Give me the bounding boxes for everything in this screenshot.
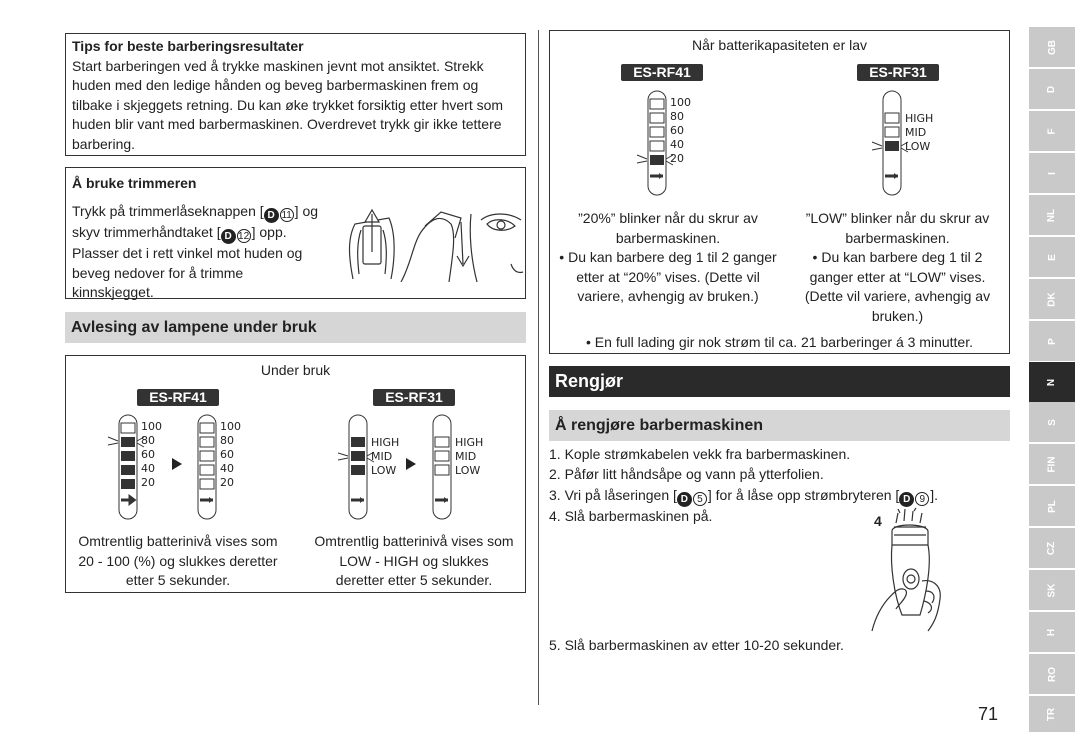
tab-sk[interactable]: SK	[1029, 570, 1075, 610]
level-label: LOW	[455, 464, 481, 477]
lamp-box-title: Under bruk	[260, 362, 331, 378]
shaver-illustration	[862, 505, 952, 633]
tab-dk[interactable]: DK	[1029, 279, 1075, 319]
gauge-rf41-result	[198, 415, 241, 519]
level-label: 80	[141, 434, 155, 447]
low-battery-title: Når batterikapasiteten er lav	[691, 37, 868, 53]
level-label: 100	[220, 420, 241, 433]
full-charge-note: • En full lading gir nok strøm til ca. 21 barberinger á 3 minutter.	[586, 334, 973, 350]
tab-cz[interactable]: CZ	[1029, 528, 1075, 568]
tab-f[interactable]: F	[1029, 111, 1075, 151]
level-label: 60	[670, 124, 684, 137]
ref-number: 5	[693, 492, 707, 506]
figure-label: 4	[874, 513, 882, 529]
tab-ro[interactable]: RO	[1029, 654, 1075, 694]
level-label: 40	[141, 462, 155, 475]
level-label: 60	[220, 448, 234, 461]
cleaning-subheading: Å rengjøre barbermaskinen	[549, 410, 1010, 441]
level-label: 80	[670, 110, 684, 123]
page-number: 71	[978, 704, 999, 724]
tab-h[interactable]: H	[1029, 612, 1075, 652]
low-battery-box	[549, 30, 1010, 354]
level-label: MID	[455, 450, 477, 463]
step-3: 3. Vri på låseringen [ D 5 ] for å låse opp strømbryteren [ D 9 ].	[549, 487, 939, 505]
low-text-rf41	[558, 209, 778, 307]
figure-d-icon: D	[264, 208, 279, 223]
tips-body: Start barberingen ved å trykke maskinen jevnt mot ansiktet. Strekk huden med den ledige hånden og beveg barbermaskinen frem og tilbake i skjeggets retning. Du kan øke trykket forsiktig etter hvert som huden blir vant med barbermaskinen. Overdrevet trykk gir ikke tettere barbering.	[72, 57, 504, 152]
tab-nl[interactable]: NL	[1029, 195, 1075, 235]
tab-p[interactable]: P	[1029, 321, 1075, 361]
caption-rf41: Omtrentlig batterinivå vises som 20 - 100 (%) og slukkes deretter etter 5 sekunder.	[78, 533, 278, 589]
tab-pl[interactable]: PL	[1029, 486, 1075, 526]
tab-i[interactable]: I	[1029, 153, 1075, 193]
active-tab-value	[0, 0, 1, 1]
model-label-rf31: ES-RF31	[373, 389, 455, 406]
level-label: LOW	[905, 140, 931, 153]
trimmer-box	[65, 167, 526, 299]
figure-d-icon: D	[899, 492, 914, 507]
level-label: HIGH	[371, 436, 400, 449]
level-label: HIGH	[455, 436, 484, 449]
level-label: HIGH	[905, 112, 934, 125]
step-5: 5. Slå barbermaskinen av etter 10-20 sekunder.	[549, 637, 844, 653]
gauge-rf31	[336, 413, 511, 523]
gauge-rf31-low	[870, 89, 955, 199]
tab-n[interactable]: N	[1029, 362, 1075, 402]
model-label-rf31: ES-RF31	[857, 64, 939, 81]
low-text-rf31-note: • Du kan barbere deg 1 til 2 ganger etter at “LOW” vises. (Dette vil variere, avhengig av bruken.)	[804, 249, 991, 324]
gauge-rf31-full	[338, 415, 399, 519]
tab-e[interactable]: E	[1029, 237, 1075, 277]
figure-d-icon: D	[221, 229, 236, 244]
level-label: 60	[141, 448, 155, 461]
column-divider	[538, 30, 539, 705]
tips-box	[65, 33, 526, 156]
tab-tr[interactable]: TR	[1029, 696, 1075, 732]
step-2: 2. Påfør litt håndsåpe og vann på ytterfolien.	[549, 466, 824, 482]
level-label: 40	[220, 462, 234, 475]
tab-fin[interactable]: FIN	[1029, 444, 1075, 484]
low-text-rf41-note: • Du kan barbere deg 1 til 2 ganger etter at “20%” vises. (Dette vil variere, avhengig av bruken.)	[559, 249, 777, 305]
lamp-box	[65, 355, 526, 593]
tab-s[interactable]: S	[1029, 402, 1075, 442]
low-text-rf41-blink: ”20%” blinker når du skrur av barbermaskinen.	[578, 210, 758, 246]
trimmer-text: Trykk på trimmerlåseknappen [ D 11 ] og skyv trimmerhåndtaket [ D 12 ] opp. Plasser det i rett vinkel mot huden og beveg nedover for å trimme kinnskjegget.	[72, 203, 319, 301]
trimmer-illustration	[341, 204, 526, 282]
figure-d-icon: D	[677, 492, 692, 507]
level-label: 100	[141, 420, 162, 433]
level-label: MID	[371, 450, 393, 463]
ref-number: 9	[915, 492, 929, 506]
level-label: 80	[220, 434, 234, 447]
step-4: 4. Slå barbermaskinen på.	[549, 508, 713, 524]
cleaning-heading: Rengjør	[549, 366, 1010, 397]
level-label: 100	[670, 96, 691, 109]
step-1: 1. Kople strømkabelen vekk fra barbermaskinen.	[549, 446, 851, 462]
level-label: 20	[220, 476, 234, 489]
level-label: LOW	[371, 464, 397, 477]
low-text-rf31	[790, 209, 1005, 327]
gauge-rf41-low	[635, 89, 715, 199]
tab-d[interactable]: D	[1029, 69, 1075, 109]
level-label: 20	[670, 152, 684, 165]
gauge-rf41-full	[108, 415, 162, 519]
level-label: 20	[141, 476, 155, 489]
trimmer-title: Å bruke trimmeren	[72, 175, 197, 191]
gauge-rf31-result	[433, 415, 483, 519]
ref-number: 11	[281, 210, 292, 221]
level-label: 40	[670, 138, 684, 151]
arrow-right-icon	[406, 458, 416, 470]
ref-number: 12	[238, 231, 250, 242]
lamp-section-heading: Avlesing av lampene under bruk	[65, 312, 526, 343]
gauge-rf41	[106, 413, 276, 523]
tab-gb[interactable]: GB	[1029, 27, 1075, 67]
caption-rf31: Omtrentlig batterinivå vises som LOW - HIGH og slukkes deretter etter 5 sekunder.	[314, 533, 514, 589]
level-label: MID	[905, 126, 927, 139]
low-text-rf31-blink: ”LOW” blinker når du skrur av barbermaskinen.	[805, 210, 990, 246]
model-label-rf41: ES-RF41	[137, 389, 219, 406]
arrow-right-icon	[172, 458, 182, 470]
tips-title: Tips for beste barberingsresultater	[72, 38, 304, 54]
model-label-rf41: ES-RF41	[621, 64, 703, 81]
